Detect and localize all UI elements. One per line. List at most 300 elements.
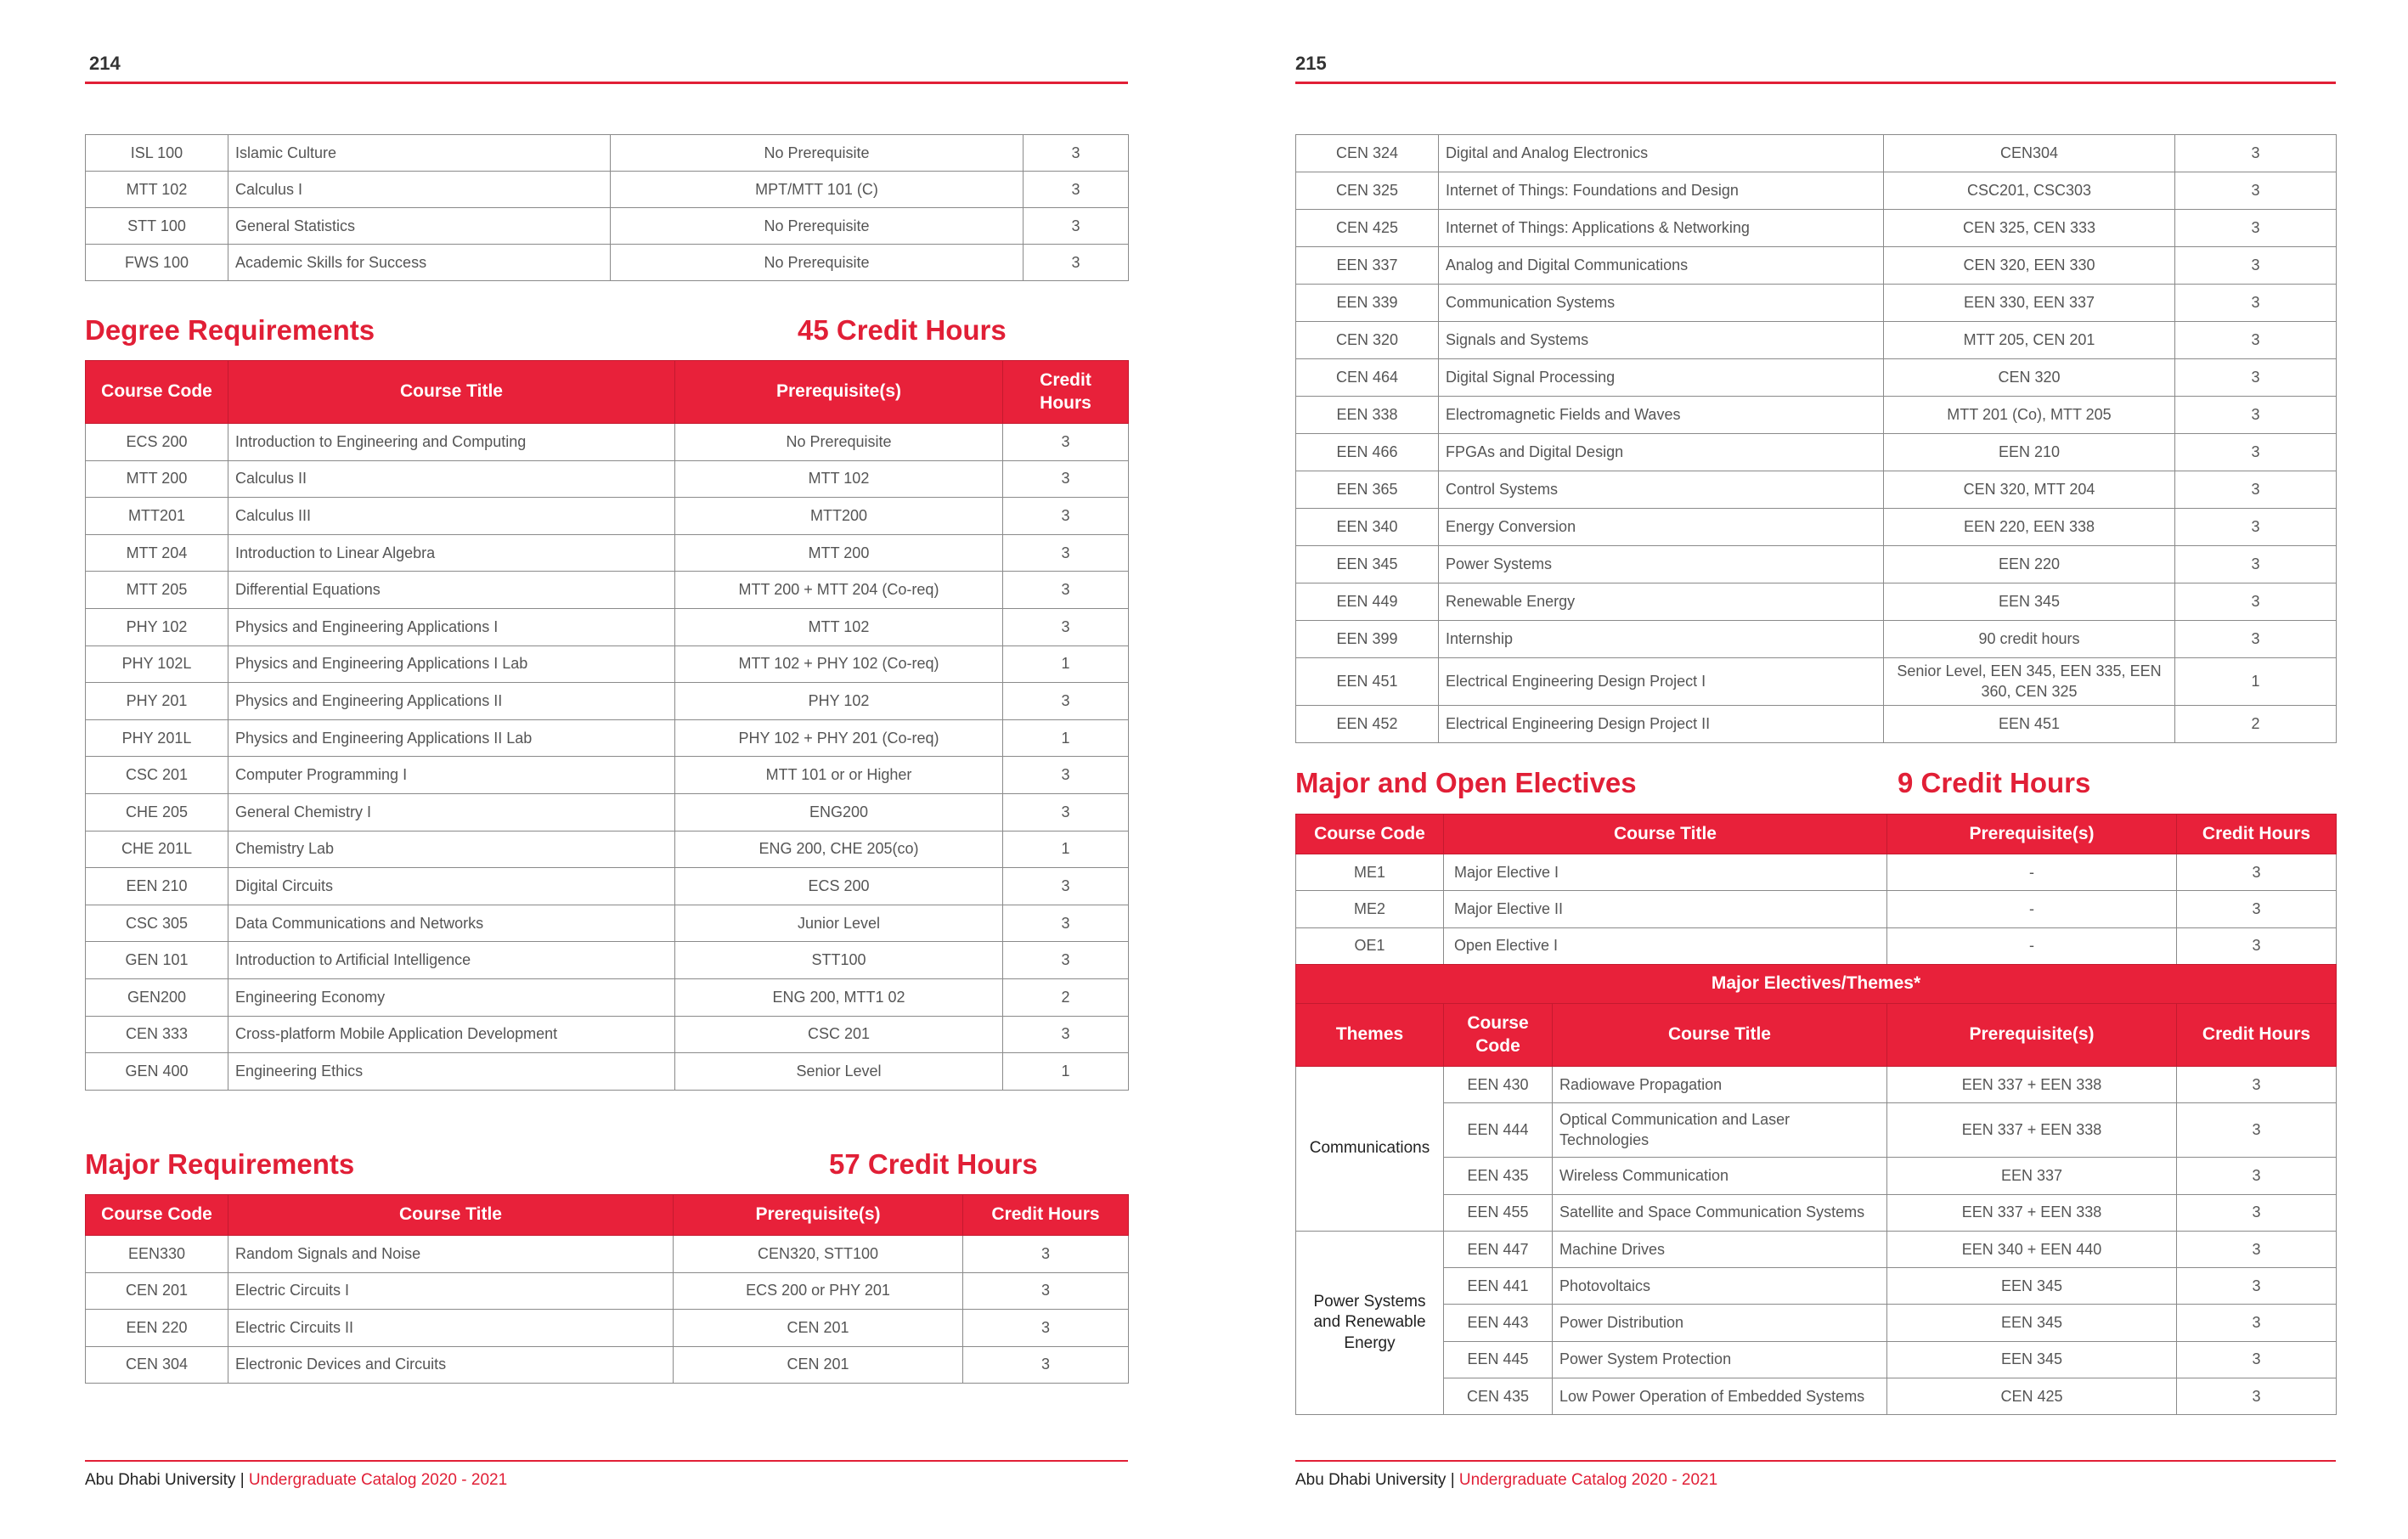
course-title: Chemistry Lab: [228, 831, 675, 868]
course-code: EEN 337: [1296, 247, 1439, 285]
course-code: CSC 305: [86, 905, 228, 942]
table-row: [86, 534, 1129, 572]
table-row: [1296, 1268, 2337, 1305]
table-row: [86, 1310, 1129, 1347]
course-code: EEN 443: [1444, 1305, 1553, 1341]
table-row: [1296, 658, 2337, 706]
prerequisite: EEN 345: [1884, 583, 2175, 621]
themes-table: [1295, 964, 2337, 1415]
credit-hours: 3: [1024, 135, 1129, 172]
credit-hours: 3: [2175, 546, 2337, 583]
course-title: Power Systems: [1439, 546, 1884, 583]
course-code: EEN 210: [86, 868, 228, 905]
course-code: EEN 365: [1296, 471, 1439, 509]
table-row: [1296, 247, 2337, 285]
prerequisite: MPT/MTT 101 (C): [611, 172, 1024, 208]
prerequisite: No Prerequisite: [675, 424, 1003, 461]
credit-hours: 3: [2175, 509, 2337, 546]
credit-hours: 3: [1024, 208, 1129, 245]
prerequisite: CEN 320, EEN 330: [1884, 247, 2175, 285]
course-title: Electrical Engineering Design Project I: [1439, 658, 1884, 706]
course-title: Calculus II: [228, 460, 675, 498]
course-title: Renewable Energy: [1439, 583, 1884, 621]
course-code: MTT201: [86, 498, 228, 535]
course-title: Power System Protection: [1553, 1341, 1887, 1378]
course-code: CEN 324: [1296, 135, 1439, 172]
prerequisite: CEN 201: [674, 1346, 963, 1384]
table-row: [86, 460, 1129, 498]
course-title: Major Elective II: [1444, 891, 1887, 927]
credit-hours: 3: [963, 1236, 1129, 1273]
degree-requirements-table: [85, 360, 1129, 1091]
course-title: Electromagnetic Fields and Waves: [1439, 397, 1884, 434]
course-code: MTT 204: [86, 534, 228, 572]
course-title: Machine Drives: [1553, 1231, 1887, 1267]
course-code: CEN 201: [86, 1272, 228, 1310]
course-code: MTT 205: [86, 572, 228, 609]
table-row: [1296, 706, 2337, 743]
prerequisite: -: [1887, 891, 2177, 927]
credit-hours: 3: [2177, 1305, 2337, 1341]
credit-hours: 3: [2175, 135, 2337, 172]
credit-hours: 1: [1003, 1053, 1129, 1091]
course-code: GEN 101: [86, 942, 228, 979]
prerequisite: Junior Level: [675, 905, 1003, 942]
table-row: [86, 572, 1129, 609]
course-title: Differential Equations: [228, 572, 675, 609]
course-title: FPGAs and Digital Design: [1439, 434, 1884, 471]
course-title: Photovoltaics: [1553, 1268, 1887, 1305]
course-title: Introduction to Linear Algebra: [228, 534, 675, 572]
table-row: [1296, 1158, 2337, 1194]
table-row: [1296, 546, 2337, 583]
table-row: [86, 1236, 1129, 1273]
credit-hours: 3: [2177, 1103, 2337, 1158]
prerequisite: Senior Level, EEN 345, EEN 335, EEN 360, CEN 325: [1884, 658, 2175, 706]
major-requirements-table: [85, 1194, 1129, 1384]
prerequisite: 90 credit hours: [1884, 621, 2175, 658]
course-title: Digital Signal Processing: [1439, 359, 1884, 397]
credit-hours: 1: [2175, 658, 2337, 706]
credit-hours: 3: [2175, 359, 2337, 397]
course-code: CEN 435: [1444, 1378, 1553, 1415]
credit-hours: 3: [1003, 424, 1129, 461]
credit-hours: 3: [1003, 460, 1129, 498]
course-code: STT 100: [86, 208, 228, 245]
table-row: [86, 942, 1129, 979]
top-course-table: [85, 134, 1129, 281]
table-row: [1296, 172, 2337, 210]
header-course-code: Course Code: [86, 361, 228, 424]
course-code: EEN 430: [1444, 1067, 1553, 1103]
credit-hours: 3: [963, 1310, 1129, 1347]
credit-hours: 3: [2177, 1231, 2337, 1267]
course-code: CEN 325: [1296, 172, 1439, 210]
prerequisite: CEN 325, CEN 333: [1884, 210, 2175, 247]
course-title: Islamic Culture: [228, 135, 611, 172]
course-title: Data Communications and Networks: [228, 905, 675, 942]
prerequisite: MTT 101 or or Higher: [675, 757, 1003, 794]
course-code: EEN 447: [1444, 1231, 1553, 1267]
prerequisite: Senior Level: [675, 1053, 1003, 1091]
footer-catalog: Undergraduate Catalog 2020 - 2021: [248, 1471, 508, 1489]
prerequisite: EEN 210: [1884, 434, 2175, 471]
table-row: [86, 868, 1129, 905]
electives-heading: Major and Open Electives: [1295, 767, 1637, 798]
credit-hours: 3: [1024, 172, 1129, 208]
course-code: EEN 466: [1296, 434, 1439, 471]
prerequisite: EEN 330, EEN 337: [1884, 285, 2175, 322]
prerequisite: PHY 102: [675, 683, 1003, 720]
course-code: CEN 425: [1296, 210, 1439, 247]
table-row: [1296, 1378, 2337, 1415]
credit-hours: 3: [2175, 397, 2337, 434]
table-row: [1296, 434, 2337, 471]
credit-hours: 3: [1003, 683, 1129, 720]
course-title: Electric Circuits II: [228, 1310, 674, 1347]
prerequisite: CEN320, STT100: [674, 1236, 963, 1273]
credit-hours: 3: [963, 1346, 1129, 1384]
course-title: Power Distribution: [1553, 1305, 1887, 1341]
credit-hours: 2: [2175, 706, 2337, 743]
course-code: CEN 304: [86, 1346, 228, 1384]
prerequisite: MTT 205, CEN 201: [1884, 322, 2175, 359]
theme-name: Communications: [1296, 1067, 1444, 1232]
credit-hours: 3: [2177, 1268, 2337, 1305]
credit-hours: 3: [2177, 1341, 2337, 1378]
table-row: [86, 757, 1129, 794]
course-code: EEN 444: [1444, 1103, 1553, 1158]
degree-requirements-heading: Degree Requirements: [85, 314, 375, 346]
header-credit-hours: Credit Hours: [2177, 815, 2337, 854]
course-title: Electronic Devices and Circuits: [228, 1346, 674, 1384]
table-row: [86, 245, 1129, 281]
course-title: Introduction to Artificial Intelligence: [228, 942, 675, 979]
course-title: Satellite and Space Communication Systems: [1553, 1194, 1887, 1231]
prerequisite: ECS 200 or PHY 201: [674, 1272, 963, 1310]
prerequisite: EEN 345: [1887, 1341, 2177, 1378]
footer: [85, 1471, 507, 1490]
header-rule: [1295, 82, 2336, 84]
header-course-code: Course Code: [86, 1195, 228, 1236]
prerequisite: EEN 345: [1887, 1305, 2177, 1341]
course-title: Cross-platform Mobile Application Development: [228, 1016, 675, 1053]
prerequisite: MTT 200 + MTT 204 (Co-req): [675, 572, 1003, 609]
course-title: General Chemistry I: [228, 793, 675, 831]
footer-catalog: Undergraduate Catalog 2020 - 2021: [1458, 1471, 1718, 1489]
course-title: Physics and Engineering Applications I Lab: [228, 645, 675, 683]
table-row: [86, 831, 1129, 868]
course-title: Calculus I: [228, 172, 611, 208]
footer-rule: [85, 1460, 1128, 1462]
course-code: CHE 205: [86, 793, 228, 831]
course-title: General Statistics: [228, 208, 611, 245]
credit-hours: 3: [1003, 905, 1129, 942]
table-row: [1296, 927, 2337, 964]
prerequisite: EEN 220: [1884, 546, 2175, 583]
table-row: [1296, 1103, 2337, 1158]
credit-hours: 3: [1024, 245, 1129, 281]
course-title: Low Power Operation of Embedded Systems: [1553, 1378, 1887, 1415]
course-title: Internet of Things: Foundations and Design: [1439, 172, 1884, 210]
header-themes: Themes: [1296, 1004, 1444, 1067]
electives-table: [1295, 814, 2337, 965]
course-code: EEN 441: [1444, 1268, 1553, 1305]
header-prerequisites: Prerequisite(s): [1887, 815, 2177, 854]
course-code: EEN 455: [1444, 1194, 1553, 1231]
table-row: [1296, 583, 2337, 621]
course-title: Major Elective I: [1444, 854, 1887, 891]
prerequisite: CSC 201: [675, 1016, 1003, 1053]
header-credit-hours: Credit Hours: [963, 1195, 1129, 1236]
electives-credit-hours: 9 Credit Hours: [1898, 767, 2091, 798]
prerequisite: CEN 201: [674, 1310, 963, 1347]
footer-university: Abu Dhabi University: [1295, 1471, 1446, 1489]
credit-hours: 3: [1003, 1016, 1129, 1053]
course-code: EEN330: [86, 1236, 228, 1273]
prerequisite: ECS 200: [675, 868, 1003, 905]
table-row: [1296, 621, 2337, 658]
course-title: Internet of Things: Applications & Networking: [1439, 210, 1884, 247]
prerequisite: No Prerequisite: [611, 245, 1024, 281]
prerequisite: EEN 451: [1884, 706, 2175, 743]
degree-credit-hours: 45 Credit Hours: [798, 314, 1007, 346]
course-title: Electric Circuits I: [228, 1272, 674, 1310]
prerequisite: No Prerequisite: [611, 135, 1024, 172]
header-course-code: Course Code: [1296, 815, 1444, 854]
course-title: Open Elective I: [1444, 927, 1887, 964]
course-title: Control Systems: [1439, 471, 1884, 509]
header-course-title: Course Title: [1444, 815, 1887, 854]
table-row: [1296, 854, 2337, 891]
credit-hours: 3: [1003, 608, 1129, 645]
course-title: Calculus III: [228, 498, 675, 535]
table-row: [86, 1346, 1129, 1384]
header-prerequisites: Prerequisite(s): [1887, 1004, 2177, 1067]
course-code: MTT 102: [86, 172, 228, 208]
table-row: [86, 793, 1129, 831]
header-prerequisites: Prerequisite(s): [674, 1195, 963, 1236]
course-code: EEN 452: [1296, 706, 1439, 743]
page-number: 215: [1295, 53, 1327, 74]
top-course-table: [1295, 134, 2337, 743]
footer-university: Abu Dhabi University: [85, 1471, 236, 1489]
course-code: CHE 201L: [86, 831, 228, 868]
credit-hours: 3: [1003, 534, 1129, 572]
course-title: Physics and Engineering Applications I: [228, 608, 675, 645]
course-title: Signals and Systems: [1439, 322, 1884, 359]
prerequisite: -: [1887, 927, 2177, 964]
course-title: Internship: [1439, 621, 1884, 658]
course-title: Digital and Analog Electronics: [1439, 135, 1884, 172]
table-row: [1296, 1341, 2337, 1378]
credit-hours: 3: [1003, 757, 1129, 794]
credit-hours: 3: [963, 1272, 1129, 1310]
course-code: EEN 340: [1296, 509, 1439, 546]
course-code: EEN 445: [1444, 1341, 1553, 1378]
major-credit-hours: 57 Credit Hours: [829, 1148, 1038, 1180]
table-row: [86, 208, 1129, 245]
course-title: Energy Conversion: [1439, 509, 1884, 546]
course-title: Physics and Engineering Applications II Lab: [228, 719, 675, 757]
course-code: PHY 102: [86, 608, 228, 645]
course-code: EEN 451: [1296, 658, 1439, 706]
table-row: [86, 1053, 1129, 1091]
prerequisite: CEN304: [1884, 135, 2175, 172]
table-row: [1296, 1231, 2337, 1267]
footer: [1295, 1471, 1717, 1490]
credit-hours: 3: [2177, 1194, 2337, 1231]
course-code: EEN 338: [1296, 397, 1439, 434]
credit-hours: 3: [2175, 434, 2337, 471]
course-code: GEN 400: [86, 1053, 228, 1091]
credit-hours: 2: [1003, 978, 1129, 1016]
header-credit-hours: Credit Hours: [2177, 1004, 2337, 1067]
prerequisite: ENG200: [675, 793, 1003, 831]
credit-hours: 3: [2177, 1378, 2337, 1415]
header-credit-hours: Credit Hours: [1003, 361, 1129, 424]
course-code: MTT 200: [86, 460, 228, 498]
prerequisite: MTT 201 (Co), MTT 205: [1884, 397, 2175, 434]
prerequisite: -: [1887, 854, 2177, 891]
course-code: GEN200: [86, 978, 228, 1016]
footer-separator: |: [240, 1471, 245, 1489]
credit-hours: 3: [2177, 1067, 2337, 1103]
course-code: ME2: [1296, 891, 1444, 927]
credit-hours: 3: [2175, 471, 2337, 509]
table-row: [1296, 359, 2337, 397]
course-code: EEN 399: [1296, 621, 1439, 658]
credit-hours: 3: [2175, 322, 2337, 359]
footer-separator: |: [1450, 1471, 1455, 1489]
credit-hours: 3: [2175, 583, 2337, 621]
table-row: [86, 719, 1129, 757]
header-course-code: Course Code: [1444, 1004, 1553, 1067]
course-title: Optical Communication and Laser Technologies: [1553, 1103, 1887, 1158]
credit-hours: 3: [2177, 891, 2337, 927]
course-code: EEN 220: [86, 1310, 228, 1347]
course-code: CEN 320: [1296, 322, 1439, 359]
prerequisite: CSC201, CSC303: [1884, 172, 2175, 210]
course-title: Physics and Engineering Applications II: [228, 683, 675, 720]
table-row: [86, 905, 1129, 942]
header-prerequisites: Prerequisite(s): [675, 361, 1003, 424]
course-code: CEN 333: [86, 1016, 228, 1053]
table-row: [86, 978, 1129, 1016]
course-code: ISL 100: [86, 135, 228, 172]
header-rule: [85, 82, 1128, 84]
header-course-title: Course Title: [228, 1195, 674, 1236]
table-row: [1296, 322, 2337, 359]
course-title: Engineering Economy: [228, 978, 675, 1016]
credit-hours: 3: [1003, 498, 1129, 535]
course-title: Digital Circuits: [228, 868, 675, 905]
credit-hours: 3: [2177, 927, 2337, 964]
table-row: [86, 683, 1129, 720]
table-row: [86, 498, 1129, 535]
table-row: [86, 608, 1129, 645]
prerequisite: ENG 200, CHE 205(co): [675, 831, 1003, 868]
course-title: Computer Programming I: [228, 757, 675, 794]
prerequisite: MTT 102: [675, 460, 1003, 498]
prerequisite: MTT 102 + PHY 102 (Co-req): [675, 645, 1003, 683]
page-number: 214: [89, 53, 121, 74]
course-code: PHY 201: [86, 683, 228, 720]
credit-hours: 3: [2175, 621, 2337, 658]
credit-hours: 3: [1003, 572, 1129, 609]
prerequisite: EEN 337 + EEN 338: [1887, 1103, 2177, 1158]
header-course-title: Course Title: [228, 361, 675, 424]
course-title: Academic Skills for Success: [228, 245, 611, 281]
prerequisite: CEN 320: [1884, 359, 2175, 397]
theme-name: Power Systems and Renewable Energy: [1296, 1231, 1444, 1414]
course-code: OE1: [1296, 927, 1444, 964]
table-row: [86, 1272, 1129, 1310]
table-row: [1296, 285, 2337, 322]
course-title: Radiowave Propagation: [1553, 1067, 1887, 1103]
table-row: [86, 645, 1129, 683]
prerequisite: EEN 337 + EEN 338: [1887, 1067, 2177, 1103]
course-title: Analog and Digital Communications: [1439, 247, 1884, 285]
course-code: EEN 435: [1444, 1158, 1553, 1194]
table-row: [1296, 210, 2337, 247]
credit-hours: 3: [2175, 285, 2337, 322]
prerequisite: MTT200: [675, 498, 1003, 535]
prerequisite: EEN 345: [1887, 1268, 2177, 1305]
prerequisite: CEN 425: [1887, 1378, 2177, 1415]
credit-hours: 3: [1003, 793, 1129, 831]
header-course-title: Course Title: [1553, 1004, 1887, 1067]
credit-hours: 3: [2175, 172, 2337, 210]
prerequisite: CEN 320, MTT 204: [1884, 471, 2175, 509]
course-code: EEN 449: [1296, 583, 1439, 621]
course-code: EEN 345: [1296, 546, 1439, 583]
themes-bar: Major Electives/Themes*: [1296, 965, 2337, 1004]
table-row: [1296, 509, 2337, 546]
course-title: Engineering Ethics: [228, 1053, 675, 1091]
course-title: Wireless Communication: [1553, 1158, 1887, 1194]
table-row: [1296, 471, 2337, 509]
credit-hours: 3: [2177, 1158, 2337, 1194]
prerequisite: EEN 337: [1887, 1158, 2177, 1194]
course-code: PHY 201L: [86, 719, 228, 757]
credit-hours: 3: [2175, 210, 2337, 247]
right-page: [1204, 0, 2407, 1539]
table-row: [1296, 1194, 2337, 1231]
prerequisite: PHY 102 + PHY 201 (Co-req): [675, 719, 1003, 757]
prerequisite: ENG 200, MTT1 02: [675, 978, 1003, 1016]
table-row: [1296, 1067, 2337, 1103]
prerequisite: EEN 220, EEN 338: [1884, 509, 2175, 546]
table-row: [86, 1016, 1129, 1053]
course-code: ME1: [1296, 854, 1444, 891]
course-code: EEN 339: [1296, 285, 1439, 322]
credit-hours: 3: [1003, 942, 1129, 979]
course-code: CEN 464: [1296, 359, 1439, 397]
table-row: [1296, 135, 2337, 172]
credit-hours: 1: [1003, 719, 1129, 757]
credit-hours: 3: [1003, 868, 1129, 905]
prerequisite: STT100: [675, 942, 1003, 979]
table-row: [86, 135, 1129, 172]
credit-hours: 3: [2175, 247, 2337, 285]
prerequisite: EEN 337 + EEN 338: [1887, 1194, 2177, 1231]
prerequisite: MTT 200: [675, 534, 1003, 572]
prerequisite: MTT 102: [675, 608, 1003, 645]
course-title: Communication Systems: [1439, 285, 1884, 322]
prerequisite: No Prerequisite: [611, 208, 1024, 245]
course-title: Introduction to Engineering and Computing: [228, 424, 675, 461]
